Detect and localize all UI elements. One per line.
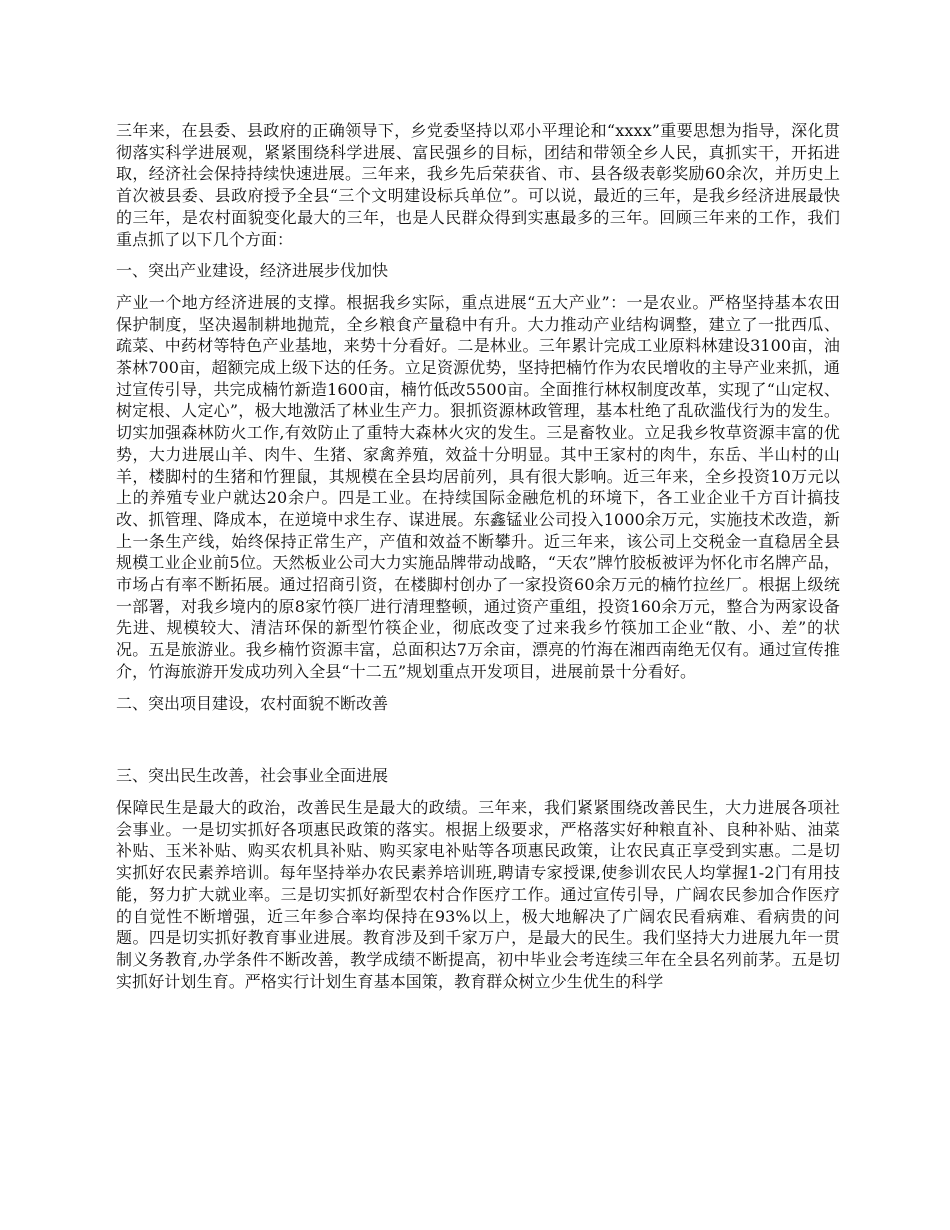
section-heading-industry: 一、突出产业建设，经济进展步伐加快 [116, 261, 389, 281]
blank-space [116, 724, 840, 765]
document-page [116, 120, 840, 1002]
section-body-industry: 产业一个地方经济进展的支撑。根据我乡实际，重点进展“五大产业”：一是农业。严格坚持基本农田保护制度，坚决遏制耕地抛荒，全乡粮食产量稳中有升。大力推动产业结构调整，建立了一批西瓜、疏菜、中药材等特色产业基地，来势十分看好。二是林业。三年累计完成工业原料林建设3100亩，油茶林700亩，超额完成上级下达的任务。立足资源优势，坚持把楠竹作为农民增收的主导产业来抓，通过宣传引导，共完成楠竹新造1600亩，楠竹低改5500亩。全面推行林权制度改革，实现了“山定权、树定根、人定心”，极大地激活了林业生产力。狠抓资源林政管理，基本杜绝了乱砍滥伐行为的发生。切实加强森林防火工作,有效防止了重特大森林火灾的发生。三是畜牧业。立足我乡牧草资源丰富的优势，大力进展山羊、肉牛、生猪、家禽养殖，效益十分明显。其中王家村的肉牛，东岳、半山村的山羊，楼脚村的生猪和竹狸鼠，其规模在全县均居前列，具有很大影响。近三年来，全乡投资10万元以上的养殖专业户就达20余户。四是工业。在持续国际金融危机的环境下，各工业企业千方百计搞技改、抓管理、降成本，在逆境中求生存、谋进展。东鑫锰业公司投入1000余万元，实施技术改造，新上一条生产线，始终保持正常生产，产值和效益不断攀升。近三年来，该公司上交税金一直稳居全县规模工业企业前5位。天然板业公司大力实施品牌带动战略，“天农”牌竹胶板被评为怀化市名牌产品，市场占有率不断拓展。通过招商引资，在楼脚村创办了一家投资60余万元的楠竹拉丝厂。根据上级统一部署，对我乡境内的原8家竹筷厂进行清理整顿，通过资产重组，投资160余万元，整合为两家设备先进、规模较大、清洁环保的新型竹筷企业，彻底改变了过来我乡竹筷加工企业“散、小、差”的状况。五是旅游业。我乡楠竹资源丰富，总面积达7万余亩，漂亮的竹海在湘西南绝无仅有。通过宣传推介，竹海旅游开发成功列入全县“十二五”规划重点开发项目，进展前景十分看好。 [116, 292, 840, 681]
intro-paragraph: 三年来，在县委、县政府的正确领导下，乡党委坚持以邓小平理论和“xxxx”重要思想为指导，深化贯彻落实科学进展观，紧紧围绕科学进展、富民强乡的目标，团结和带领全乡人民，真抓实干，开拓进取，经济社会保持持续快速进展。三年来，我乡先后荣获省、市、县各级表彰奖励60余次，并历史上首次被县委、县政府授予全县“三个文明建设标兵单位”。可以说，最近的三年，是我乡经济进展最快的三年，是农村面貌变化最大的三年，也是人民群众得到实惠最多的三年。回顾三年来的工作，我们重点抓了以下几个方面： [116, 121, 840, 249]
section-heading-livelihood: 三、突出民生改善，社会事业全面进展 [116, 766, 389, 786]
section-body-livelihood: 保障民生是最大的政治，改善民生是最大的政绩。三年来，我们紧紧围绕改善民生，大力进展各项社会事业。一是切实抓好各项惠民政策的落实。根据上级要求，严格落实好种粮直补、良种补贴、油菜补贴、玉米补贴、购买农机具补贴、购买家电补贴等各项惠民政策，让农民真正享受到实惠。二是切实抓好农民素养培训。每年坚持举办农民素养培训班,聘请专家授课,使参训农民人均掌握1-2门有用技能，努力扩大就业率。三是切实抓好新型农村合作医疗工作。通过宣传引导，广阔农民参加合作医疗的自觉性不断增强，近三年参合率均保持在93%以上，极大地解决了广阔农民看病难、看病贵的问题。四是切实抓好教育事业进展。教育涉及到千家万户，是最大的民生。我们坚持大力进展九年一贯制义务教育,办学条件不断改善，教学成绩不断提高，初中毕业会考连续三年在全县名列前茅。五是切实抓好计划生育。严格实行计划生育基本国策，教育群众树立少生优生的科学 [116, 797, 840, 991]
section-heading-projects: 二、突出项目建设，农村面貌不断改善 [116, 693, 389, 713]
